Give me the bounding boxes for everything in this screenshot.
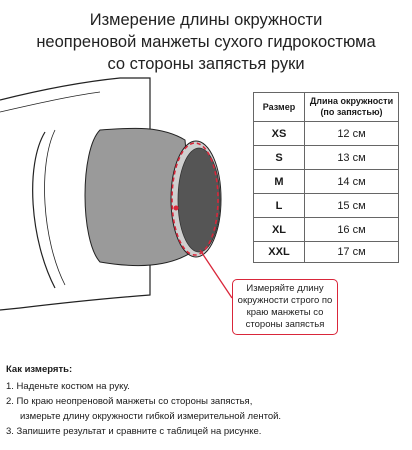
instructions xyxy=(6,362,281,439)
table-row xyxy=(254,122,399,146)
sleeve-inner-line xyxy=(0,92,100,112)
page-title xyxy=(0,9,412,75)
length-cell: 15 см xyxy=(305,194,399,218)
instruction-step-1: 1. Наденьте костюм на руку. xyxy=(6,381,130,392)
instruction-step-2-cont: измерьте длину окружности гибкой измерительной лентой. xyxy=(20,411,282,422)
size-cell: M xyxy=(254,170,305,194)
measure-point xyxy=(174,206,179,211)
sleeve-end-inner xyxy=(45,130,65,285)
title-line-3: со стороны запястья руки xyxy=(107,55,305,73)
size-cell: XL xyxy=(254,218,305,242)
size-cell: XS xyxy=(254,122,305,146)
header-length: Длина окружности (по запястью) xyxy=(305,93,399,122)
length-cell: 16 см xyxy=(305,218,399,242)
title-line-1: Измерение длины окружности xyxy=(89,11,323,29)
size-cell: S xyxy=(254,146,305,170)
size-cell: XXL xyxy=(254,242,305,263)
length-cell: 14 см xyxy=(305,170,399,194)
instruction-step-2: 2. По краю неопреновой манжеты со стороны запястья, xyxy=(6,396,253,407)
measure-callout: Измеряйте длину окружности строго по краю манжеты со стороны запястья xyxy=(232,279,338,335)
header-size: Размер xyxy=(254,93,305,122)
length-cell: 13 см xyxy=(305,146,399,170)
table-row xyxy=(254,170,399,194)
table-row xyxy=(254,218,399,242)
length-cell: 17 см xyxy=(305,242,399,263)
table-row xyxy=(254,194,399,218)
instructions-heading: Как измерять: xyxy=(6,364,73,375)
sleeve-end xyxy=(33,132,55,288)
title-line-2: неопреновой манжеты сухого гидрокостюма xyxy=(36,33,376,51)
table-row xyxy=(254,242,399,263)
callout-leader xyxy=(200,250,232,298)
cuff-opening xyxy=(178,148,220,252)
table-header-row xyxy=(254,93,399,122)
size-cell: L xyxy=(254,194,305,218)
size-table xyxy=(253,92,399,263)
table-row xyxy=(254,146,399,170)
length-cell: 12 см xyxy=(305,122,399,146)
instruction-step-3: 3. Запишите результат и сравните с таблицей на рисунке. xyxy=(6,426,262,437)
